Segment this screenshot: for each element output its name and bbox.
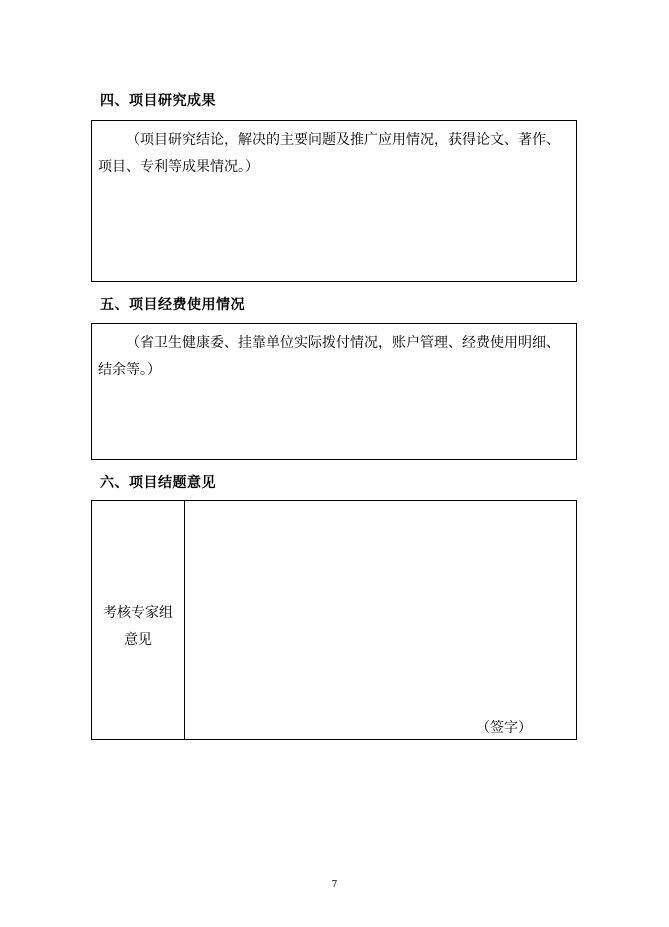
table-divider [184,501,185,739]
signature-label: （签字） [476,720,532,736]
opinion-table [91,500,577,740]
section4-heading: 四、项目研究成果 [100,93,216,109]
page-number: 7 [331,880,338,890]
section6-heading: 六、项目结题意见 [100,475,216,491]
label-cell [92,501,184,739]
section5-box [91,323,577,460]
section5-heading: 五、项目经费使用情况 [100,297,245,313]
section4-note: （项目研究结论，解决的主要问题及推广应用情况，获得论文、著作、项目、专利等成果情况。） [98,132,560,175]
expert-group-label: 考核专家组意见 [103,605,173,648]
section5-note: （省卫生健康委、挂靠单位实际拨付情况，账户管理、经费使用明细、结余等。） [98,335,560,378]
section4-box [91,120,577,282]
